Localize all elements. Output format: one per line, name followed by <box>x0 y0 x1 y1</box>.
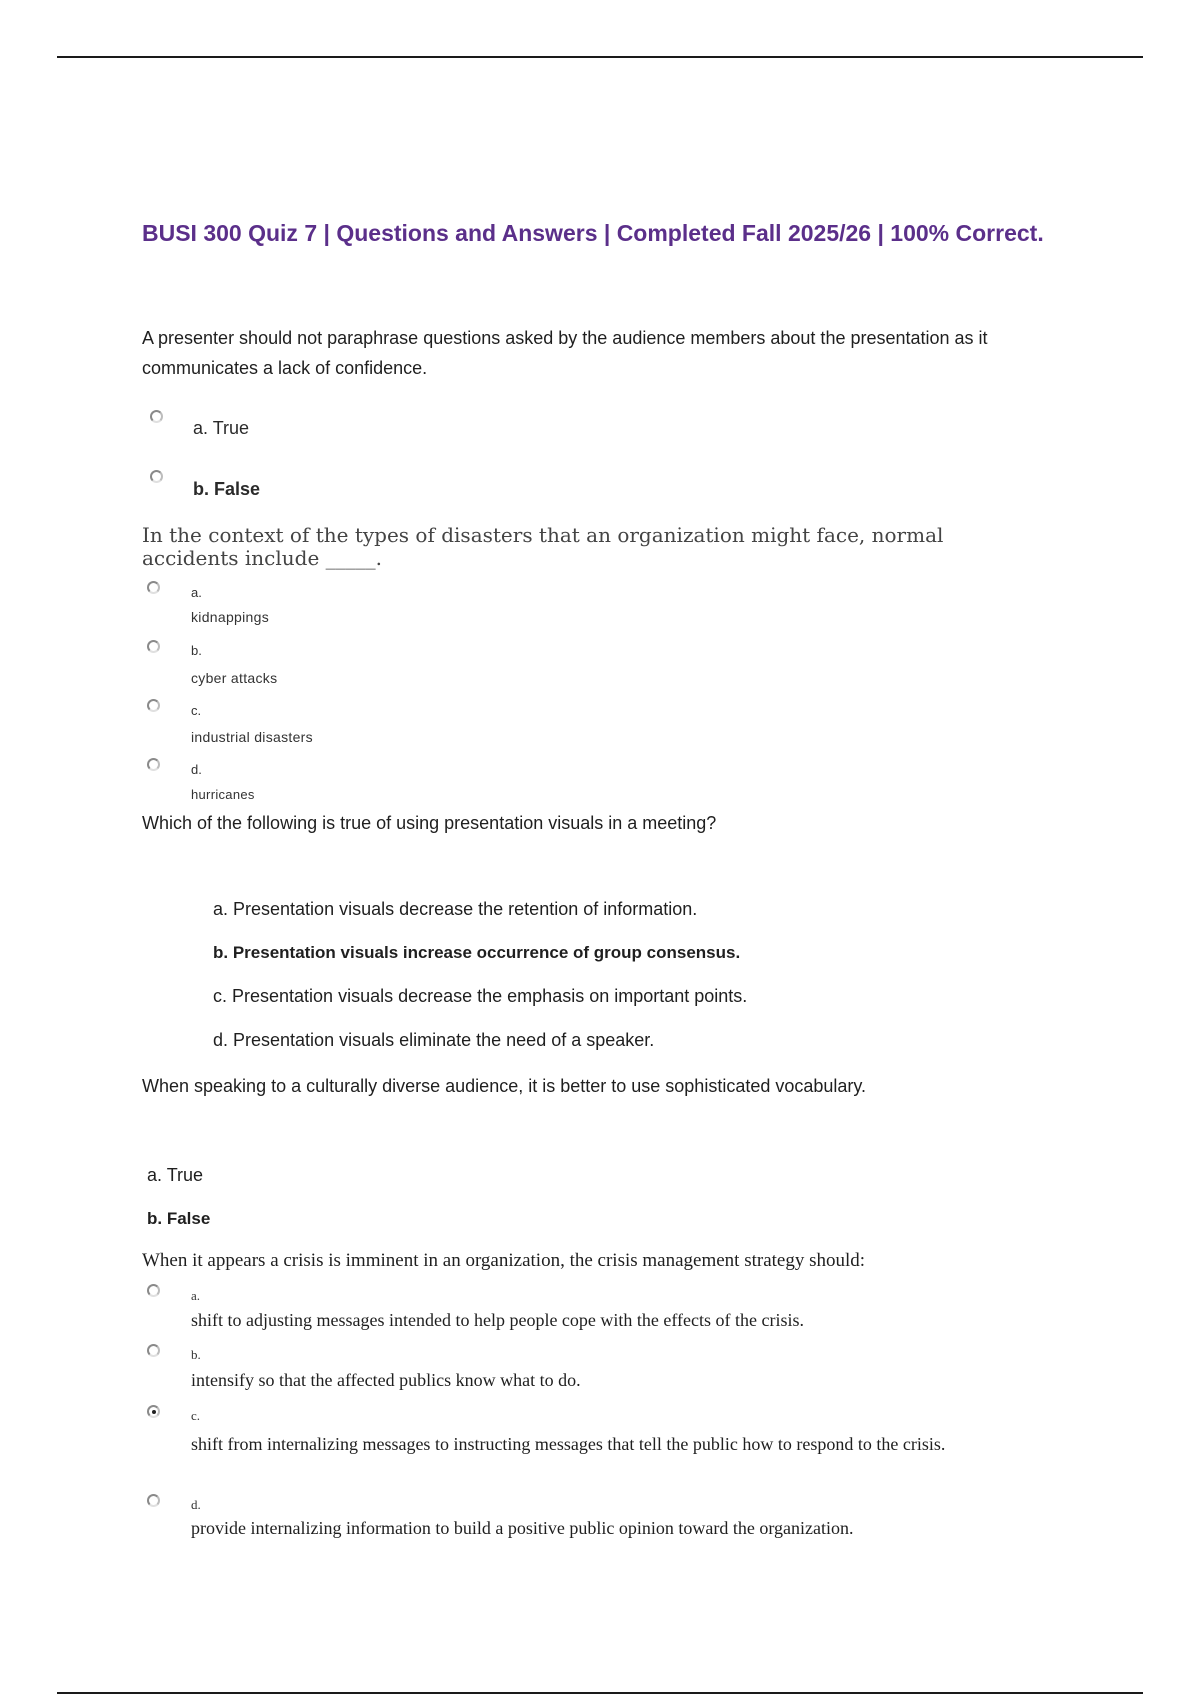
question-1-option-b-radio[interactable] <box>150 470 163 483</box>
question-3-option-b: b. Presentation visuals increase occurrence of group consensus. <box>213 943 741 962</box>
question-1-text: A presenter should not paraphrase questions asked by the audience members about the presentation as it communicates a lack of confidence. <box>142 328 988 378</box>
question-2-option-c-text: industrial disasters <box>191 729 313 745</box>
question-3-text: Which of the following is true of using presentation visuals in a meeting? <box>142 813 717 833</box>
question-2-option-b-text: cyber attacks <box>191 670 278 686</box>
question-5-option-c-letter: c. <box>191 1408 201 1423</box>
question-5-option-d-letter: d. <box>191 1497 201 1512</box>
question-5-text: When it appears a crisis is imminent in an organization, the crisis management strategy should: <box>142 1250 866 1271</box>
question-5-option-d-text: provide internalizing information to build a positive public opinion toward the organization. <box>191 1518 854 1538</box>
question-2-option-c-radio[interactable] <box>147 699 160 712</box>
question-1-option-b: b. False <box>193 479 261 499</box>
question-3-option-a: a. Presentation visuals decrease the retention of information. <box>213 899 698 919</box>
question-4-option-a: a. True <box>147 1165 204 1185</box>
document-title: BUSI 300 Quiz 7 | Questions and Answers | Completed Fall 2025/26 | 100% Correct. <box>142 220 1044 246</box>
question-2-option-a-text: kidnappings <box>191 609 270 625</box>
question-2-option-d-text: hurricanes <box>191 787 255 802</box>
question-2-text: In the context of the types of disasters that an organization might face, normal accidents include _____. <box>142 523 944 570</box>
question-5-option-a-letter: a. <box>191 1288 201 1303</box>
question-5-option-c-radio[interactable] <box>147 1405 160 1418</box>
question-2-option-d-radio[interactable] <box>147 758 160 771</box>
question-3-option-d: d. Presentation visuals eliminate the need of a speaker. <box>213 1030 655 1050</box>
question-2-option-a-radio[interactable] <box>147 581 160 594</box>
question-5-option-a-radio[interactable] <box>147 1284 160 1297</box>
question-3-option-c: c. Presentation visuals decrease the emphasis on important points. <box>213 986 748 1006</box>
top-rule <box>57 56 1143 58</box>
question-5-option-d-radio[interactable] <box>147 1494 160 1507</box>
question-1-option-a-radio[interactable] <box>150 410 163 423</box>
question-2-option-b-radio[interactable] <box>147 640 160 653</box>
question-2-option-c-letter: c. <box>191 703 202 718</box>
question-5-option-b-radio[interactable] <box>147 1344 160 1357</box>
question-5-option-c-text: shift from internalizing messages to instructing messages that tell the public how to respond to the crisis. <box>191 1434 946 1454</box>
question-2-option-b-letter: b. <box>191 643 202 658</box>
question-1-option-a: a. True <box>193 418 250 438</box>
question-4-text: When speaking to a culturally diverse audience, it is better to use sophisticated vocabulary. <box>142 1076 867 1096</box>
question-5-option-b-text: intensify so that the affected publics know what to do. <box>191 1370 581 1390</box>
question-5-option-a-text: shift to adjusting messages intended to help people cope with the effects of the crisis. <box>191 1310 805 1330</box>
question-2-option-a-letter: a. <box>191 585 202 600</box>
question-2-option-d-letter: d. <box>191 762 202 777</box>
question-4-option-b: b. False <box>147 1209 211 1228</box>
bottom-rule <box>57 1692 1143 1694</box>
question-5-option-b-letter: b. <box>191 1347 201 1362</box>
